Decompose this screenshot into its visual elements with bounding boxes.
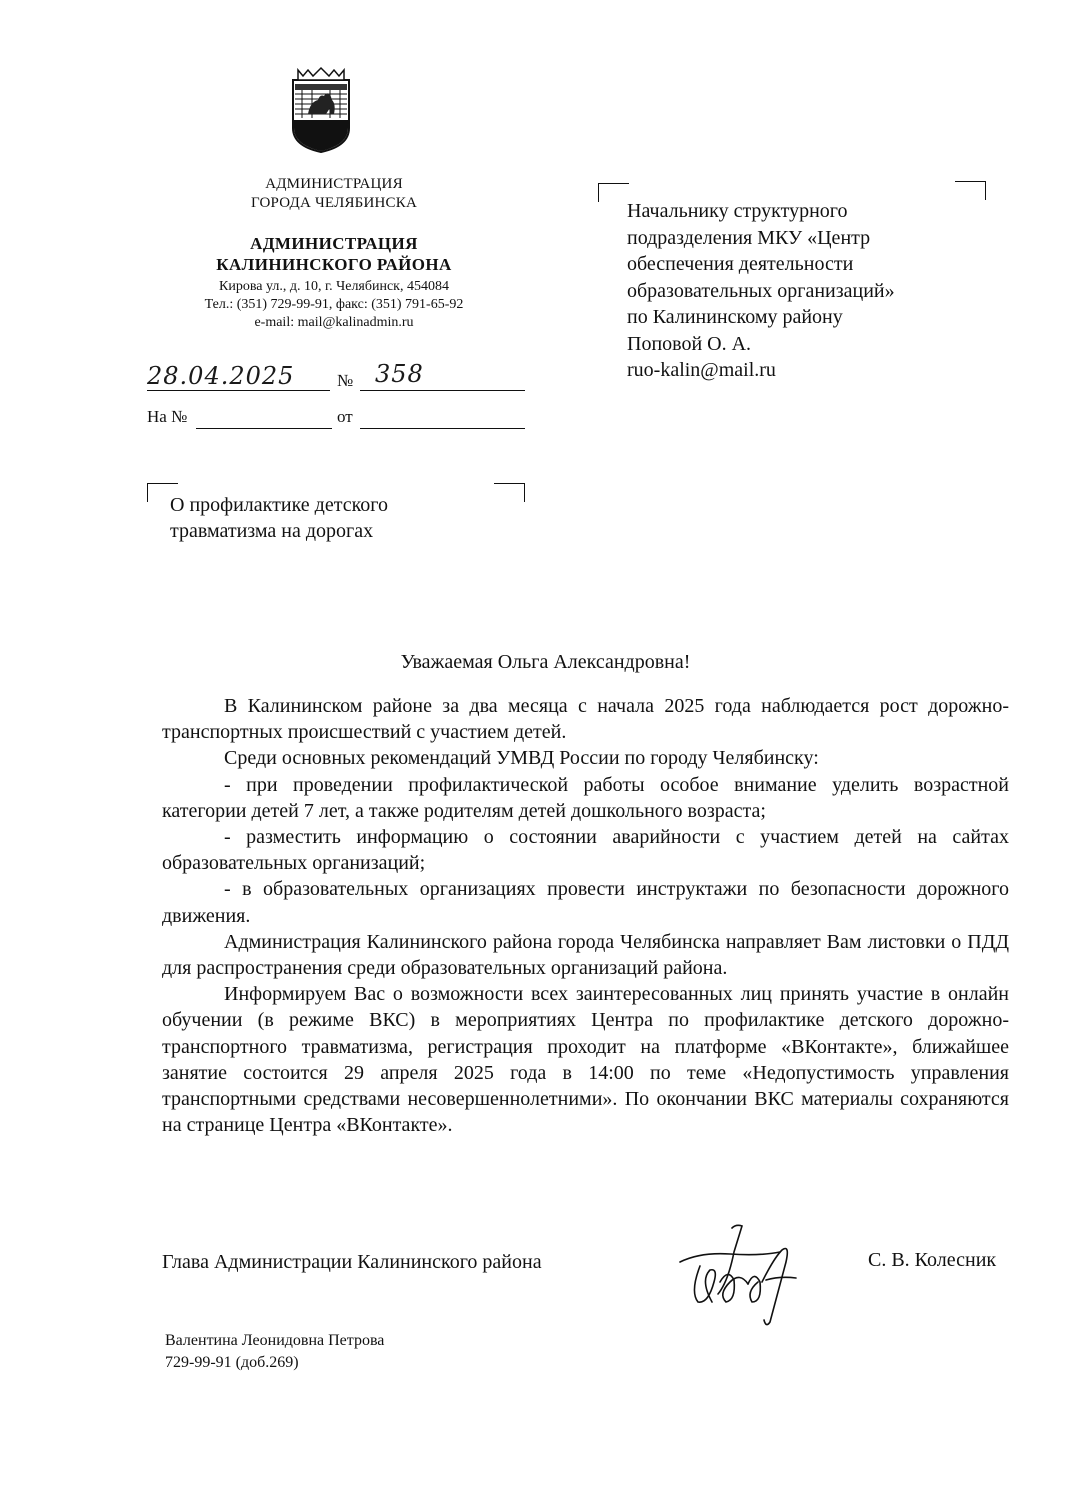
district-admin-line1: АДМИНИСТРАЦИЯ [250, 234, 418, 253]
reference-number-label: На № [147, 407, 188, 426]
executor-name: Валентина Леонидовна Петрова [165, 1332, 385, 1349]
addressee-line: подразделения МКУ «Центр [627, 226, 871, 249]
subject-block [170, 492, 388, 544]
addressee-line: по Калининскому району [627, 306, 843, 328]
handwritten-signature-icon [670, 1222, 820, 1332]
addressee-email: ruo-kalin@mail.ru [627, 359, 776, 381]
body-paragraph: В Калининском районе за два месяца с начала 2025 года наблюдается рост дорожно-транспортных происшествий с участием детей. [162, 695, 1009, 744]
city-admin-line1: АДМИНИСТРАЦИЯ [265, 176, 403, 192]
body-paragraph: Информируем Вас о возможности всех заинтересованных лиц принять участие в онлайн обучении (в режиме ВКС) в мероприятиях Центра по профилактике детского дорожно-транспортного травматизма, регистрация проходит на платформе «ВКонтакте», ближайшее занятие состоится 29 апреля 2025 года в 14:00 по теме «Недопустимость управления транспортными средствами несовершеннолетними». По окончании ВКС материалы сохраняются на странице Центра «ВКонтакте». [162, 983, 1009, 1137]
subject-line2: травматизма на дорогах [170, 520, 374, 542]
registration-number-label: № [337, 371, 354, 390]
signatory-title: Глава Администрации Калининского района [162, 1251, 542, 1273]
addressee-line: Начальнику структурного [627, 200, 848, 222]
body-paragraph: - при проведении профилактической работы особое внимание уделить возрастной категории детей 7 лет, а также родителям детей дошкольного возраста; [162, 773, 1009, 822]
city-admin-line2: ГОРОДА ЧЕЛЯБИНСКА [251, 195, 417, 211]
coat-of-arms-icon [290, 66, 352, 154]
sender-address: Кирова ул., д. 10, г. Челябинск, 454084 [219, 279, 449, 294]
addressee-block [627, 198, 1047, 384]
sender-email: e-mail: mail@kalinadmin.ru [254, 315, 414, 330]
body-paragraph: - разместить информацию о состоянии аварийности с участием детей на сайтах образовательных организаций; [162, 826, 1009, 875]
registration-date: 28.04.2025 [147, 362, 295, 390]
subject-line1: О профилактике детского [170, 494, 388, 516]
addressee-line: обеспечения деятельности [627, 253, 854, 275]
body-paragraph: Администрация Калининского района города Челябинска направляет Вам листовки о ПДД для распространения среди образовательных организаций района. [162, 930, 1009, 980]
addressee-line: Поповой О. А. [627, 332, 752, 355]
body-paragraph: - в образовательных организациях провести инструктажи по безопасности дорожного движения. [162, 878, 1009, 927]
district-admin-line2: КАЛИНИНСКОГО РАЙОНА [216, 255, 452, 274]
reference-from-label: от [337, 407, 353, 426]
registration-number: 358 [375, 360, 424, 388]
executor-block [165, 1330, 384, 1374]
greeting: Уважаемая Ольга Александровна! [400, 651, 691, 673]
executor-phone: 729-99-91 (доб.269) [165, 1354, 299, 1371]
addressee-line: образовательных организаций» [627, 279, 895, 302]
letter-body [162, 693, 1009, 1138]
body-paragraph: Среди основных рекомендаций УМВД России по городу Челябинску: [224, 747, 819, 770]
sender-phone-fax: Тел.: (351) 729-99-91, факс: (351) 791-65-92 [204, 297, 464, 312]
signatory-name: С. В. Колесник [868, 1249, 997, 1271]
